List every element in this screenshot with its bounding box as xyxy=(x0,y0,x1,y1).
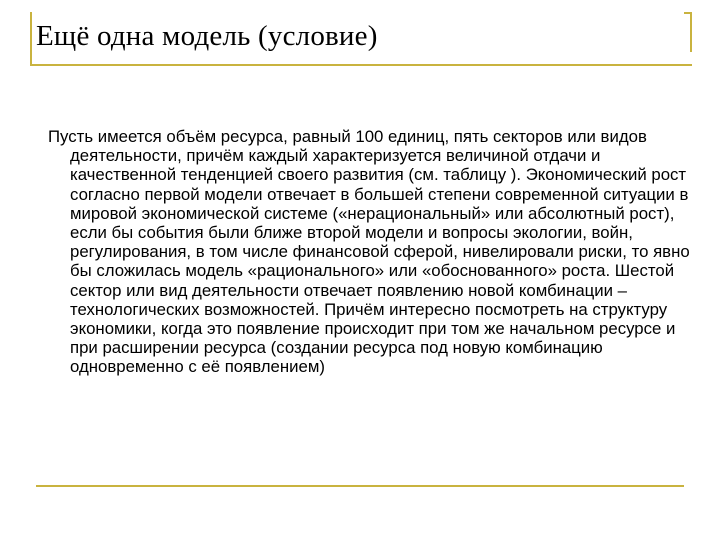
title-underline xyxy=(30,64,692,66)
slide-body-paragraph: Пусть имеется объём ресурса, равный 100 единиц, пять секторов или видов деятельности, причём каждый характеризуется величиной отдачи и качественной тенденцией своего развития (см. таблицу ). Экономический рост согласно первой модели отвечает в большей степени современной ситуации в мировой экономической системе («нерациональный» или абсолютный рост), если бы события были ближе второй модели и вопросы экологии, войн, регулирования, в том числе финансовой сферой, нивелировали риски, то явно бы сложилась модель «рационального» или «обоснованного» роста. Шестой сектор или вид деятельности отвечает появлению новой комбинации – технологических возможностей. Причём интересно посмотреть на структуру экономики, когда это появление происходит при том же начальном ресурсе и при расширении ресурса (создании ресурса под новую комбинацию одновременно с её появлением) xyxy=(48,127,690,377)
bottom-divider-line xyxy=(36,485,684,487)
title-left-accent-line xyxy=(30,12,32,66)
slide-title: Ещё одна модель (условие) xyxy=(36,20,378,52)
title-frame-right-line xyxy=(690,12,692,52)
